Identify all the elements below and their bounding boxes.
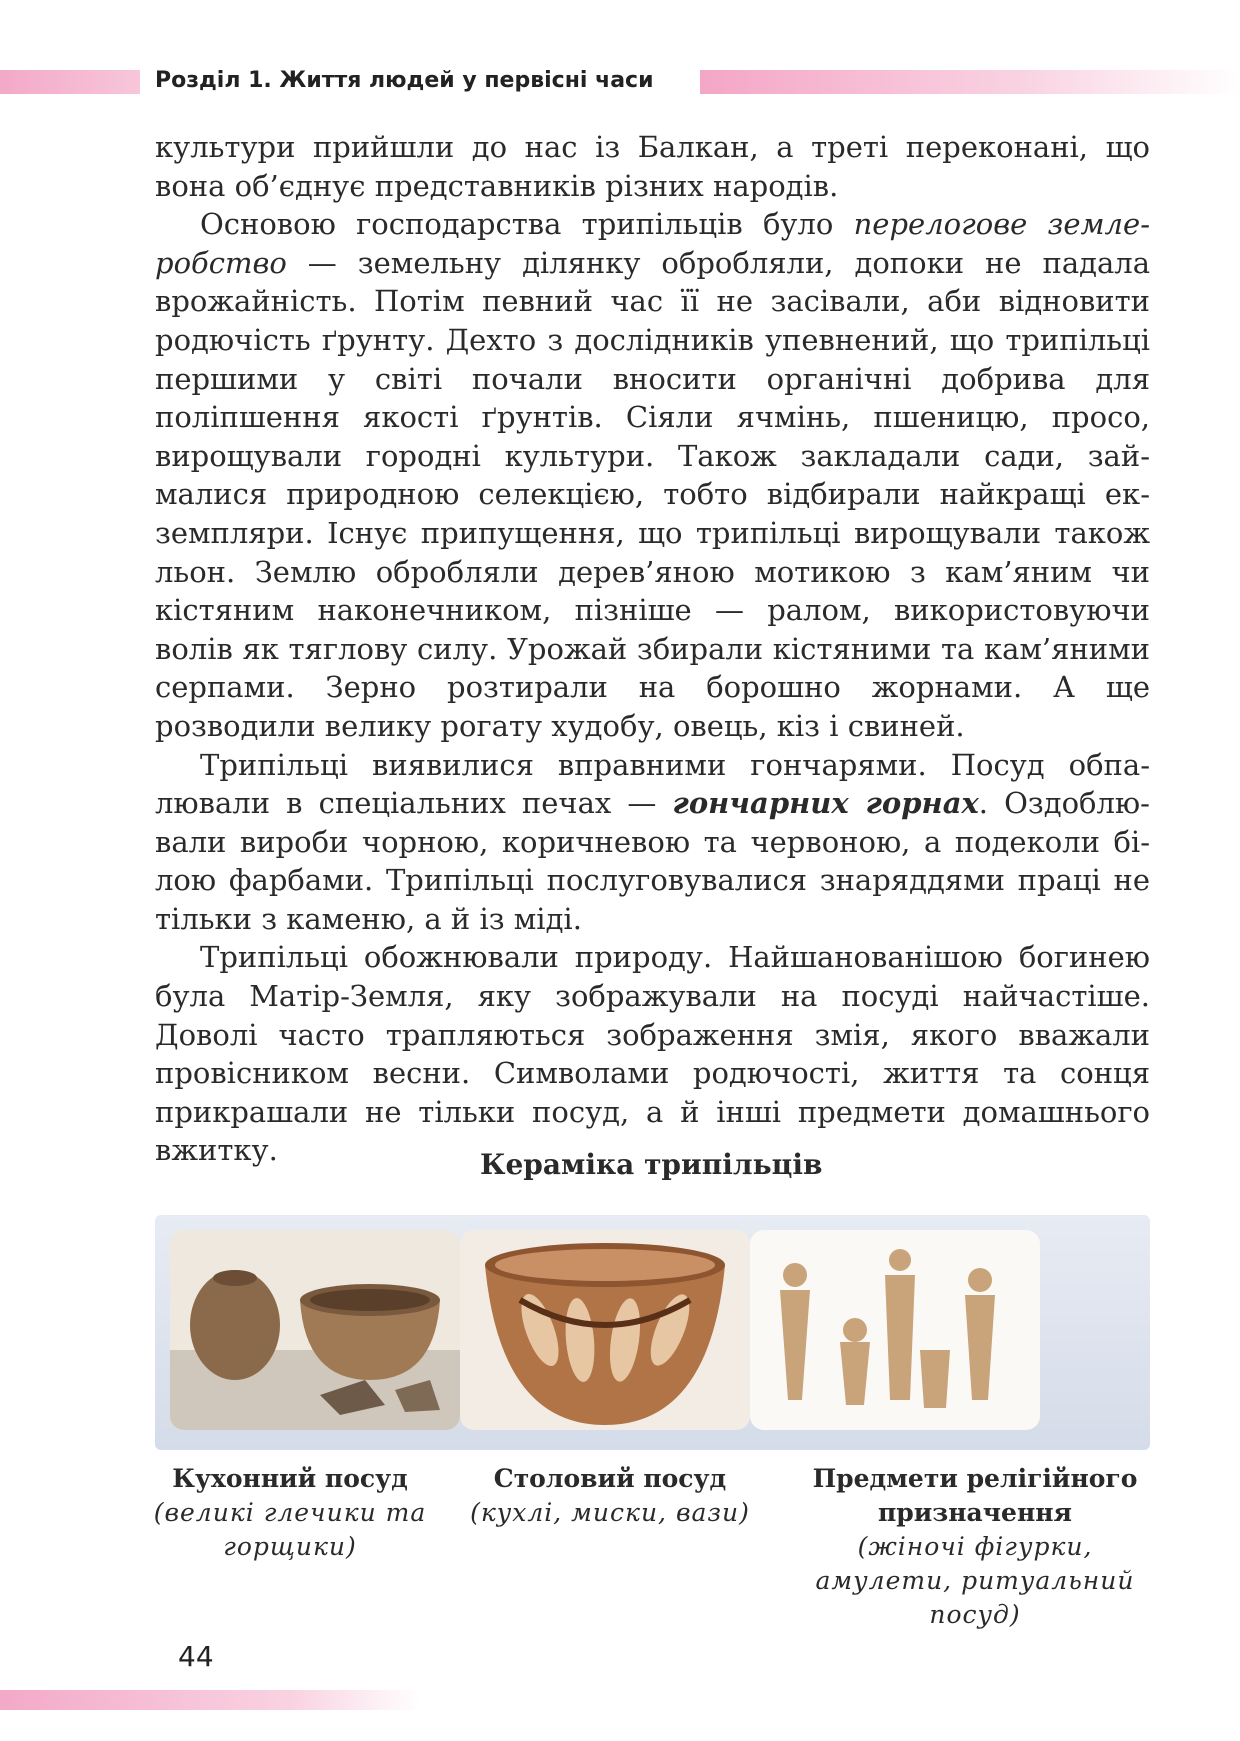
caption-religious-items-title: Предмети релігійного призначення [812,1464,1138,1527]
footer-band [0,1690,420,1710]
term-fallow-farming: перелогове землеробство [155,207,1151,280]
page-number: 44 [178,1640,214,1673]
paragraph-2-text-a: Основою господарства трипільців було [200,207,854,242]
section-title: Розділ 1. Життя людей у первісні часи [155,68,654,93]
body-text [155,128,1150,1170]
paragraph-3-text-a: Трипільці виявилися вправними гончарями. Посуд обпалювали в спеціальних печах — [155,747,1150,821]
figure-title: Кераміка трипільців [480,1148,823,1181]
header-band [0,70,1240,94]
paragraph-2 [155,205,1150,745]
tableware-bowl-photo [460,1230,750,1430]
caption-tableware-title: Столовий посуд [493,1464,727,1493]
ritual-figurines-photo [750,1230,1040,1430]
paragraph-4: Трипільці обожнювали природу. Найшанованішою богинею була Матір-Земля, яку зображували на посуді найчастіше. Доволі часто трапляються зображення змія, якого вважали провісником весни. Символами родючості, життя та сонця прикрашали не тільки посуд, а й інші предмети домашнього вжитку. [155,940,1150,1168]
kitchen-pottery-photo [170,1230,460,1430]
paragraph-2-text-b: — земельну ділянку обробляли, допоки не падала врожайність. Потім певний час її не засівали, аби відновити родючість ґрунту. Дехто з дослідників упевнений, що трипільці першими у світі почали вносити органічні добрива для поліпшення якості ґрунтів. Сіяли ячмінь, пшеницю, просо, вирощували городні культури. Також закладали сади, займалися природною селекцією, тобто відбирали найкращі екземпляри. Існує припущення, що трипільці вирощували також льон. Землю обробляли дерев’яною мотикою з кам’яним чи кістяним наконечником, пізніше — ралом, використовуючи волів як тяглову силу. Урожай збирали кістяними та кам’яними серпами. Зерно розтирали на борошно жорнами. А ще розводили велику рогату худобу, овець, кіз і свиней. [155,245,1150,743]
term-pottery-kilns: гончарних горнах [672,786,979,821]
caption-religious-items [810,1462,1140,1632]
caption-kitchen-pottery-title: Кухонний посуд [172,1464,408,1493]
caption-kitchen-pottery-sub: (великі глечики та горщики) [153,1498,427,1561]
header-band-left [0,70,140,94]
caption-religious-items-sub: (жіночі фігурки, амулети, ритуальний посуд) [815,1532,1135,1629]
photo-strip [155,1215,1150,1450]
caption-kitchen-pottery [130,1462,450,1564]
paragraph-3 [155,746,1150,939]
header-band-right [700,70,1240,94]
paragraph-3-text-b: . Оздоблювали вироби чорною, коричневою та червоною, а подеколи білою фарбами. Трипільці послуговувалися знаряддями праці не тільки з каменю, а й із міді. [155,786,1150,936]
paragraph-1: культури прийшли до нас із Балкан, а треті переконані, що вона об’єднує представників різних народів. [155,130,1150,203]
caption-tableware-sub: (кухлі, миски, вази) [470,1498,750,1527]
caption-tableware [450,1462,770,1530]
